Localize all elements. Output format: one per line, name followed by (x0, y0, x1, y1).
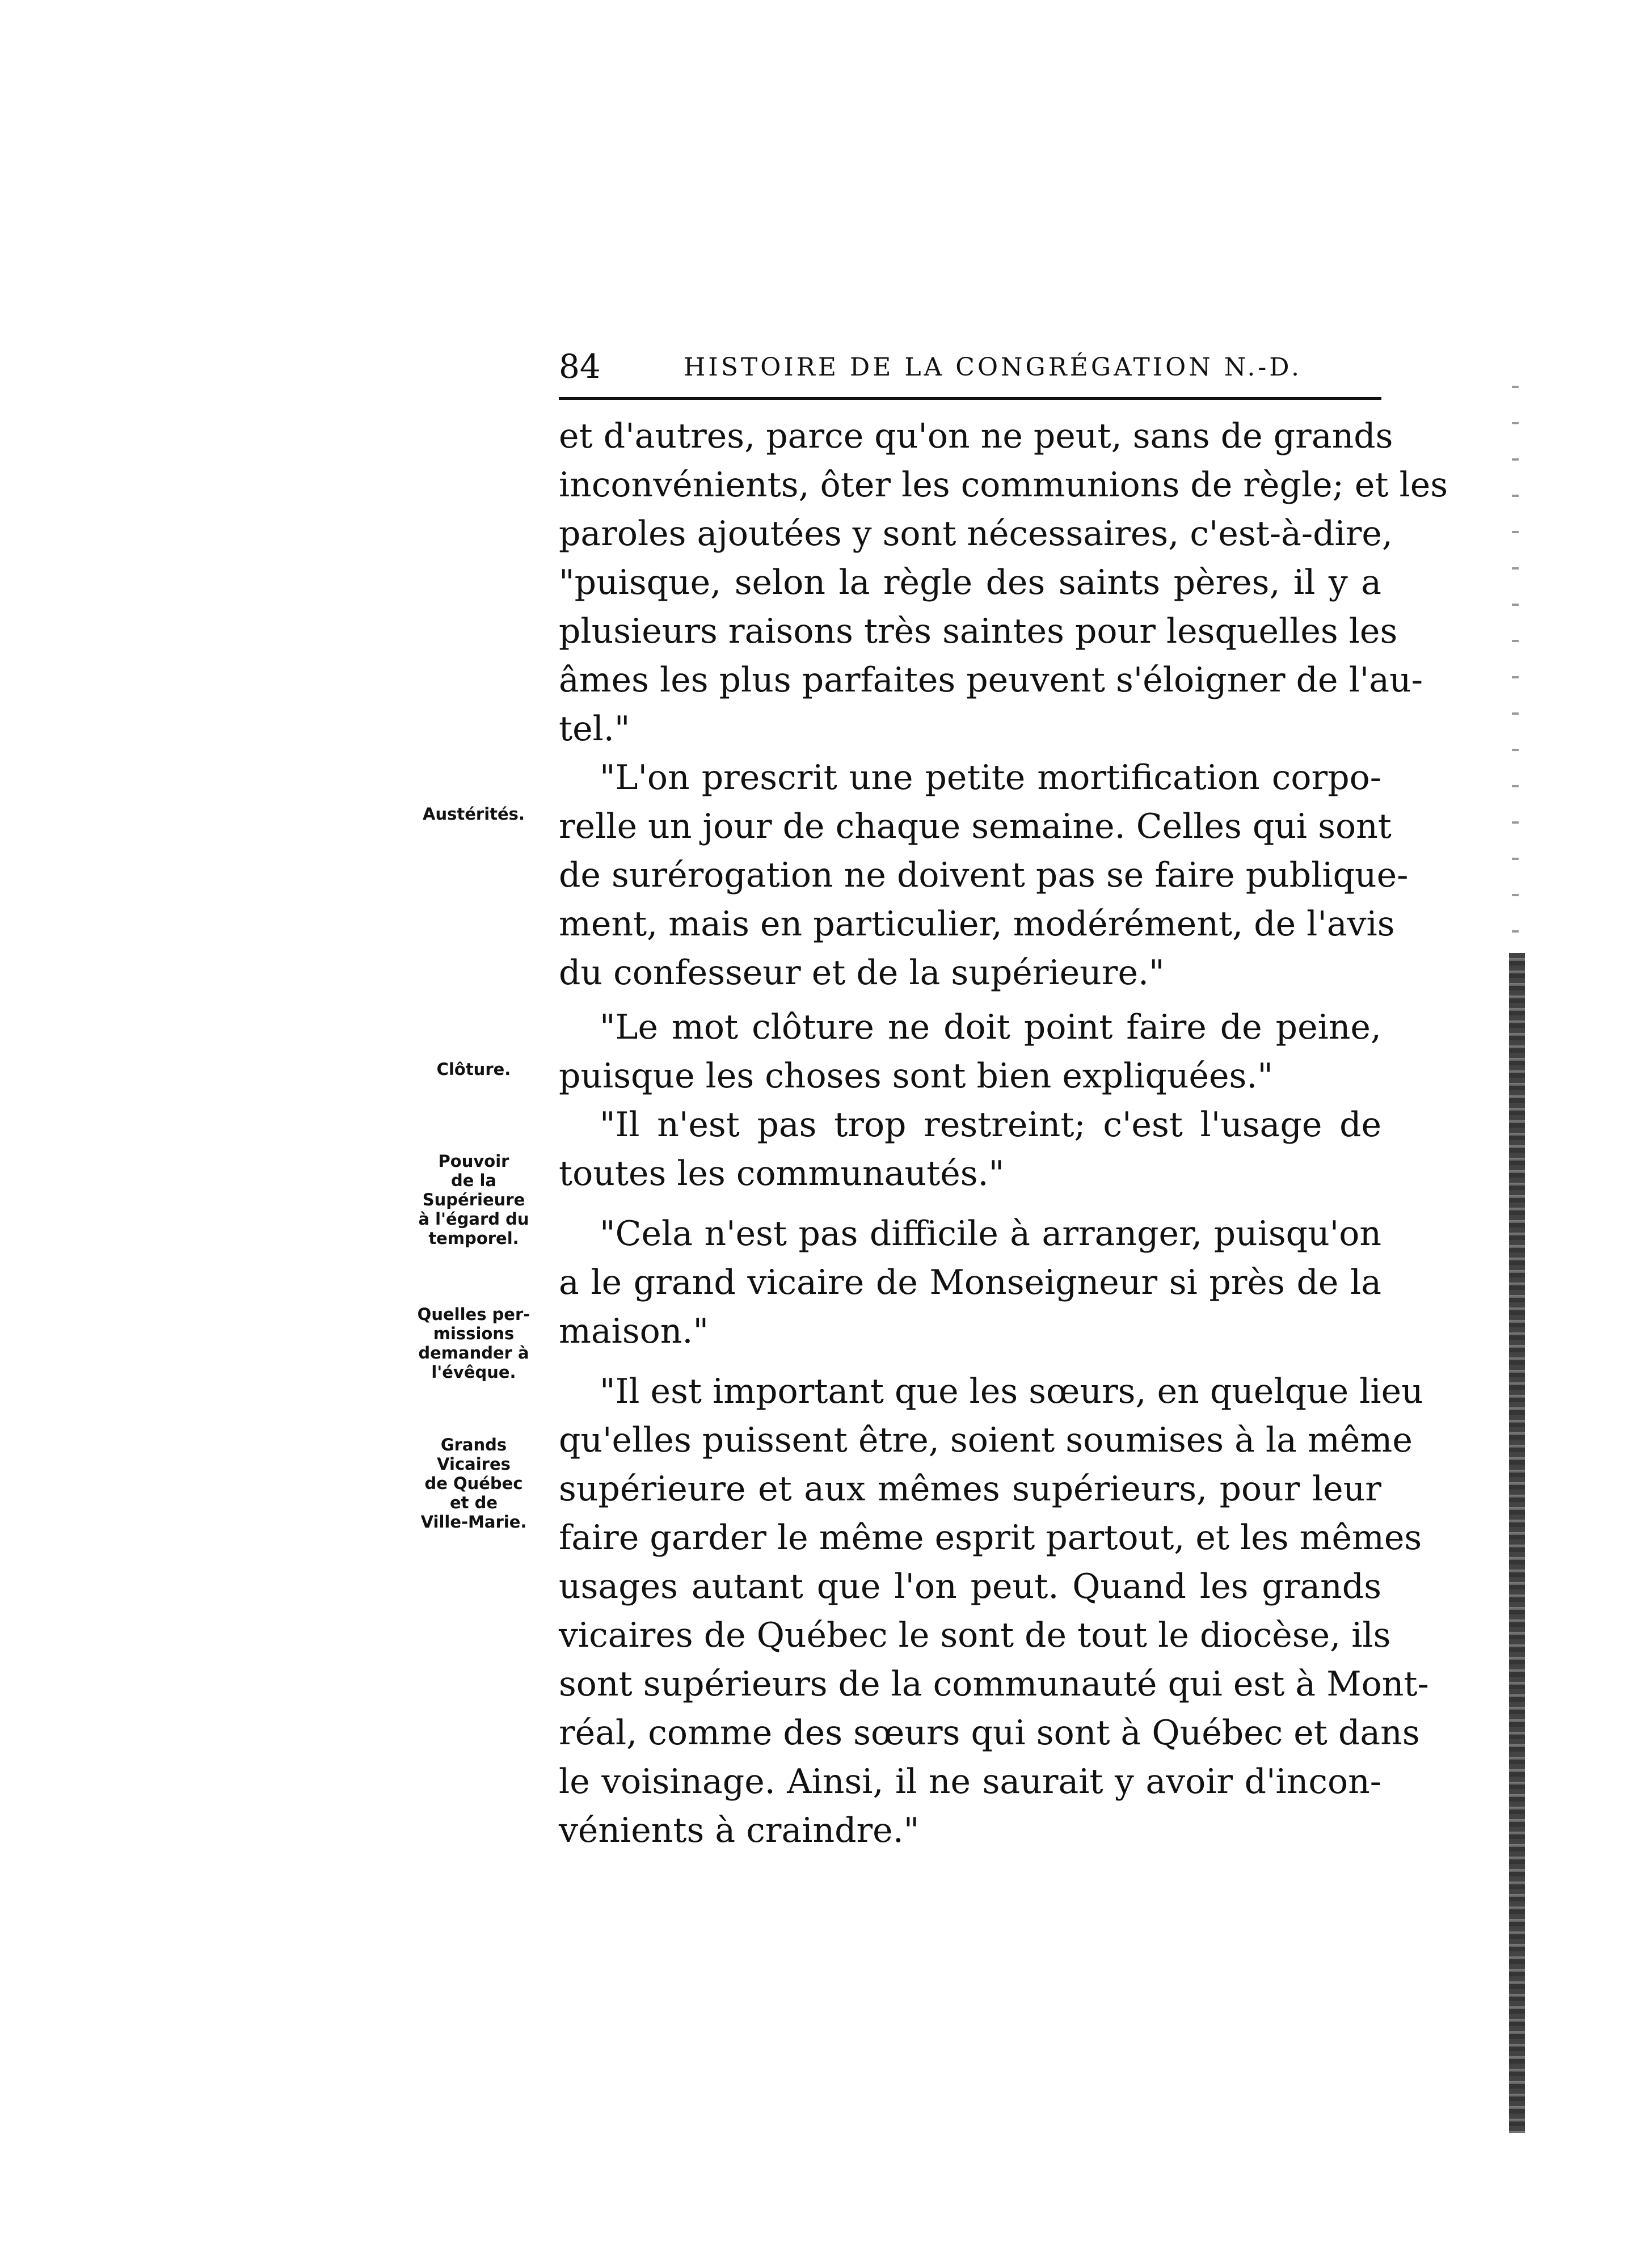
margin-note-austerites: Austérités. (423, 804, 525, 824)
text-line: sont supérieurs de la communauté qui est à Mont- (559, 1664, 1429, 1704)
page-edge-shadow (1509, 953, 1525, 2133)
text-line: et d'autres, parce qu'on ne peut, sans de grands (559, 416, 1393, 456)
text-line: "Il est important que les sœurs, en quelque lieu (600, 1372, 1423, 1411)
margin-note-cloture: Clôture. (436, 1060, 511, 1079)
text-line: "puisque, selon la règle des saints pères, il y a (559, 563, 1381, 602)
text-line: le voisinage. Ainsi, il ne saurait y avoir d'incon- (559, 1762, 1381, 1802)
text-line: du confesseur et de la supérieure." (559, 953, 1165, 993)
text-line: usages autant que l'on peut. Quand les grands (559, 1567, 1381, 1606)
header-rule (559, 397, 1381, 400)
text-line: tel." (559, 709, 630, 749)
text-line: qu'elles puissent être, soient soumises à la même (559, 1420, 1413, 1460)
page-edge-specks (1512, 352, 1519, 953)
page-header (559, 340, 1381, 391)
text-line: "Le mot clôture ne doit point faire de peine, (600, 1007, 1381, 1047)
margin-note-vicaires: Grands Vicaires de Québec et de Ville-Marie. (420, 1435, 527, 1532)
text-line: "Cela n'est pas difficile à arranger, puisqu'on (600, 1214, 1381, 1254)
text-line: "L'on prescrit une petite mortification corpo- (600, 758, 1381, 798)
text-line: vicaires de Québec le sont de tout le diocèse, ils (559, 1616, 1391, 1655)
text-line: supérieure et aux mêmes supérieurs, pour leur (559, 1469, 1381, 1509)
text-line: a le grand vicaire de Monseigneur si près de la (559, 1263, 1381, 1302)
text-line: paroles ajoutées y sont nécessaires, c'est-à-dire, (559, 514, 1393, 554)
text-line: inconvénients, ôter les communions de règle; et les (559, 465, 1448, 505)
text-line: relle un jour de chaque semaine. Celles qui sont (559, 807, 1392, 846)
text-line: plusieurs raisons très saintes pour lesquelles les (559, 611, 1398, 651)
text-line: de surérogation ne doivent pas se faire publique- (559, 855, 1409, 895)
text-line: toutes les communautés." (559, 1154, 1005, 1193)
text-line: faire garder le même esprit partout, et les mêmes (559, 1518, 1422, 1558)
margin-note-pouvoir: Pouvoir de la Supérieure à l'égard du temporel. (418, 1152, 529, 1248)
text-line: ment, mais en particulier, modérément, de l'avis (559, 904, 1395, 944)
text-line: "Il n'est pas trop restreint; c'est l'usage de (600, 1105, 1381, 1145)
text-line: âmes les plus parfaites peuvent s'éloigner de l'au- (559, 660, 1423, 700)
page-number: 84 (559, 347, 601, 386)
text-line: puisque les choses sont bien expliquées." (559, 1056, 1273, 1096)
running-title: HISTOIRE DE LA CONGRÉGATION N.-D. (684, 353, 1302, 382)
text-line: réal, comme des sœurs qui sont à Québec et dans (559, 1713, 1420, 1753)
margin-note-permissions: Quelles per- missions demander à l'évêque. (417, 1305, 530, 1382)
text-line: vénients à craindre." (559, 1811, 920, 1850)
text-line: maison." (559, 1311, 709, 1351)
